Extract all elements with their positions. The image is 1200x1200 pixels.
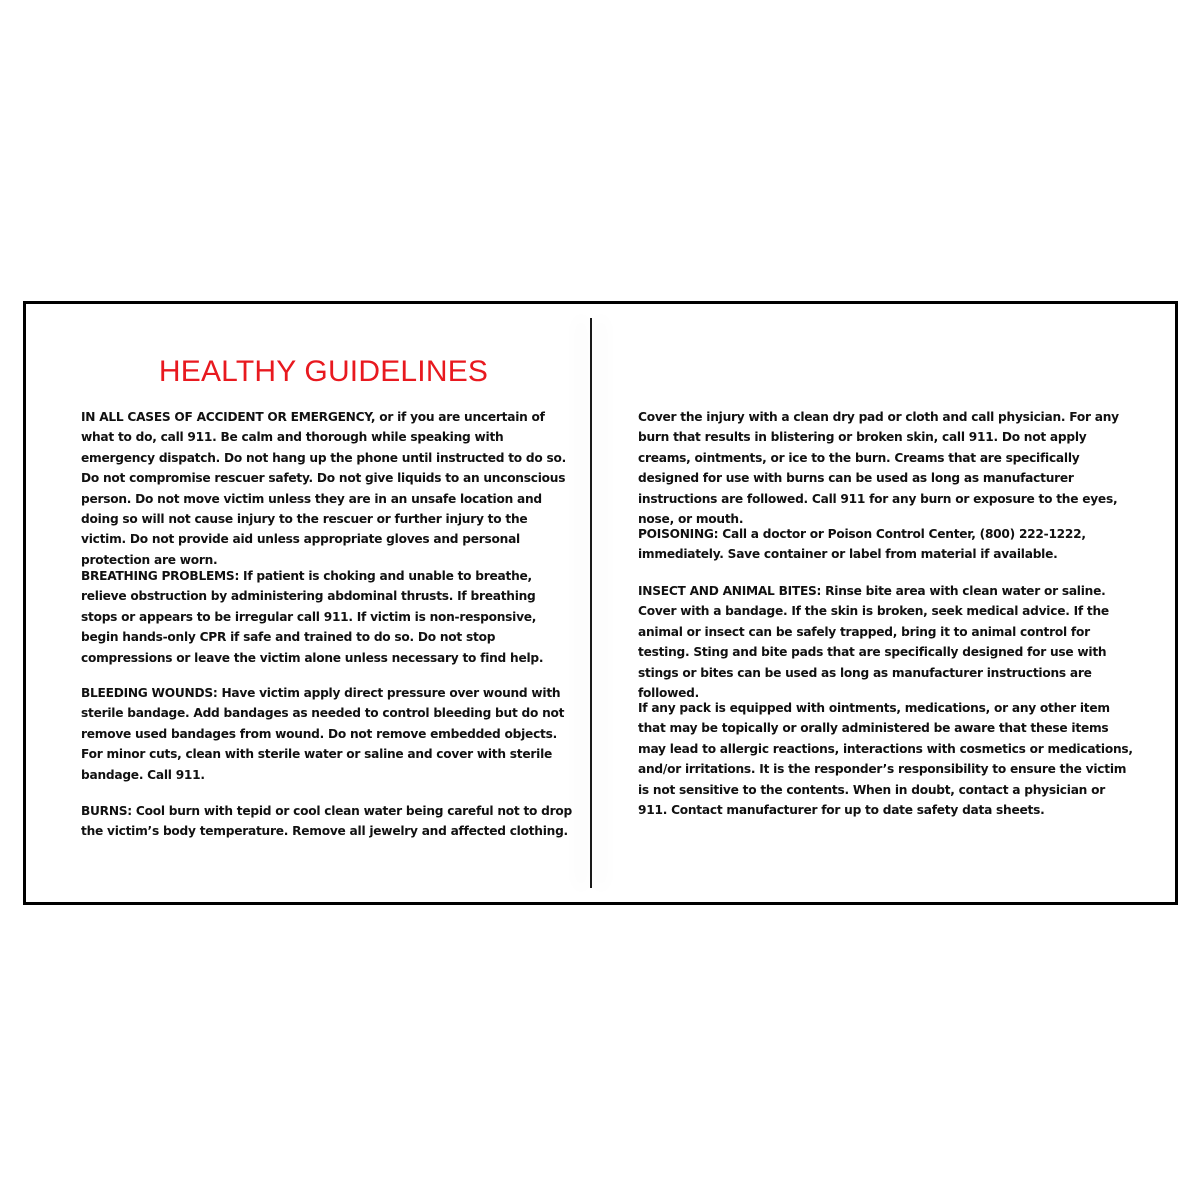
medication-warning-paragraph: If any pack is equipped with ointments, medications, or any other item that may be topically or orally administered be aware that these items may lead to allergic reactions, interactions with cosmetics or medications, and/or irritations. It is the responder’s responsibility to ensure the victim is not sensitive to the contents. When in doubt, contact a physician or 911. Contact manufacturer for up to date safety data sheets. [638, 701, 1133, 818]
breathing-problems-paragraph: BREATHING PROBLEMS: If patient is choking and unable to breathe, relieve obstruction by administering abdominal thrusts. If breathing stops or appears to be irregular call 911. If victim is non-responsive, begin hands-only CPR if safe and trained to do so. Do not stop compressions or leave the victim alone unless necessary to find help. [81, 569, 544, 665]
booklet-spine-divider [590, 318, 592, 888]
burns-paragraph: BURNS: Cool burn with tepid or cool clean water being careful not to drop the victim’s body temperature. Remove all jewelry and affected clothing. [81, 804, 572, 839]
bleeding-wounds-paragraph: BLEEDING WOUNDS: Have victim apply direct pressure over wound with sterile bandage. Add bandages as needed to control bleeding but do not remove used bandages from wound. Do not remove embedded objects. For minor cuts, clean with sterile water or saline and cover with sterile bandage. Call 911. [81, 686, 565, 782]
emergency-paragraph: IN ALL CASES OF ACCIDENT OR EMERGENCY, or if you are uncertain of what to do, call 911. Be calm and thorough while speaking with emergency dispatch. Do not hang up the phone until instructed to do so. Do not compromise rescuer safety. Do not give liquids to an unconscious person. Do not move victim unless they are in an unsafe location and doing so will not cause injury to the rescuer or further injury to the victim. Do not provide aid unless appropriate gloves and personal protection are worn. [81, 410, 567, 567]
page-title: HEALTHY GUIDELINES [158, 355, 489, 388]
burns-continued-paragraph: Cover the injury with a clean dry pad or cloth and call physician. For any burn that results in blistering or broken skin, call 911. Do not apply creams, ointments, or ice to the burn. Creams that are specifically designed for use with burns can be used as long as manufacturer instructions are followed. Call 911 for any burn or exposure to the eyes, nose, or mouth. [638, 410, 1119, 527]
insect-animal-bites-paragraph: INSECT AND ANIMAL BITES: Rinse bite area with clean water or saline. Cover with a bandage. If the skin is broken, seek medical advice. If the animal or insect can be safely trapped, bring it to animal control for testing. Sting and bite pads that are specifically designed for use with stings or bites can be used as long as manufacturer instructions are followed. [638, 584, 1109, 701]
poisoning-paragraph: POISONING: Call a doctor or Poison Control Center, (800) 222-1222, immediately. Save container or label from material if available. [638, 527, 1086, 562]
guidelines-booklet [23, 301, 1178, 905]
